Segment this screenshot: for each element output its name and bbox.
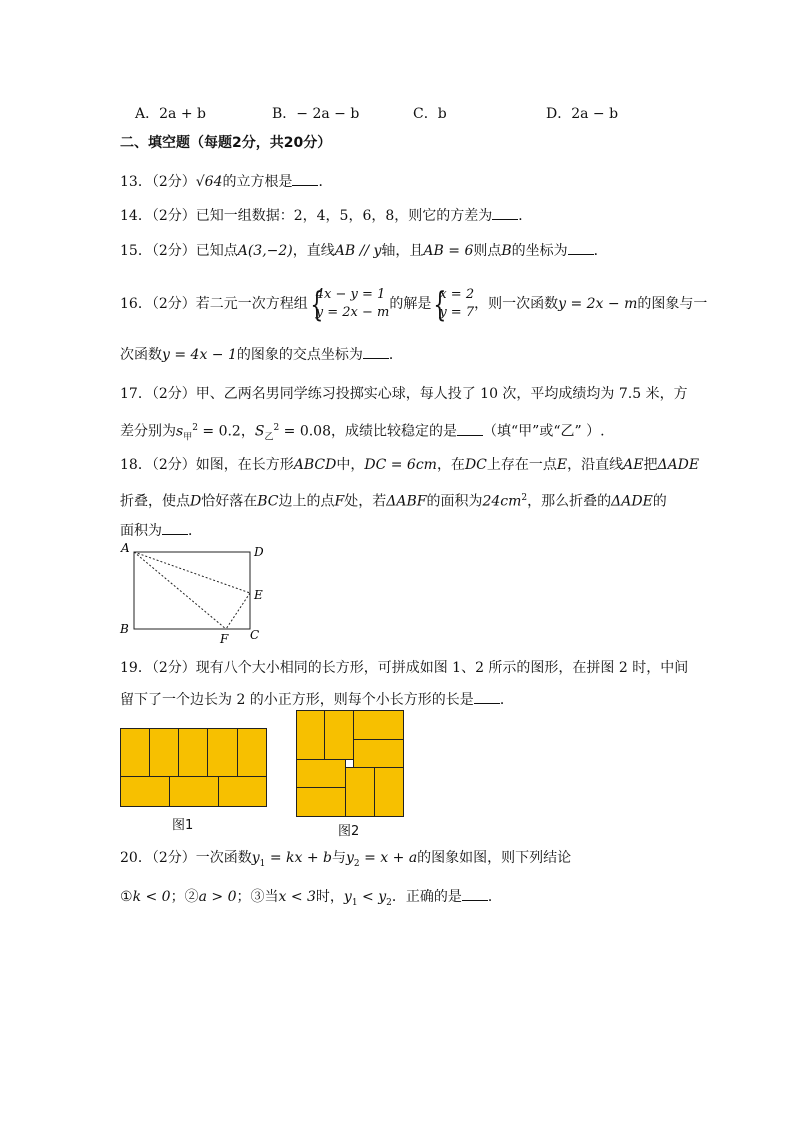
answer-blank (462, 888, 488, 901)
solution-system: { x = 2 y = 7 (431, 286, 474, 322)
label-f: F (220, 632, 229, 646)
option-d: D．2a − b (546, 106, 619, 122)
figure-1 (120, 728, 267, 807)
question-18-line2: 折叠，使点D恰好落在BC边上的点F处，若ΔABF的面积为$24cm^2$，那么折叠的ΔADE的 (120, 493, 667, 510)
small-rectangle (296, 787, 346, 817)
small-rectangle (345, 767, 375, 817)
question-16-line2: 次函数y = 4x − 1的图象的交点坐标为 ． (120, 347, 403, 363)
small-rectangle (353, 739, 404, 768)
question-20-line1: 20．（2分）一次函数$y_1$ = kx + b与$y_2 = x + a$的图象如图，则下列结论 (120, 850, 572, 869)
figure-1-caption: 图1 (172, 818, 194, 833)
small-rectangle (237, 728, 267, 777)
label-e: E (254, 588, 263, 602)
small-rectangle (120, 776, 170, 807)
figure-2 (296, 710, 404, 817)
option-b: B．− 2a − b (272, 106, 360, 122)
segment-af (134, 552, 226, 629)
answer-blank (292, 173, 318, 186)
small-rectangle (218, 776, 267, 807)
answer-blank (474, 691, 500, 704)
small-rectangle (296, 759, 346, 788)
answer-blank (363, 346, 389, 359)
answer-blank (492, 207, 518, 220)
small-rectangle (324, 710, 354, 760)
question-18-line3: 面积为 ． (120, 523, 202, 539)
rectangle-abcd (134, 552, 250, 629)
question-15: 15．（2分）已知点A(3,−2)，直线AB // y轴，且AB = 6则点B的坐标为 ． (120, 243, 608, 259)
equation-system: { 4x − y = 1 y = 2x − m (308, 286, 390, 322)
answer-blank (457, 423, 483, 436)
small-rectangle (374, 767, 404, 817)
question-20-line2: ①k < 0；②a > 0；③当x < 3时，$y_1 < y_2$．正确的是 ． (120, 889, 502, 908)
small-rectangle (353, 710, 404, 740)
center-square-gap (346, 760, 353, 767)
small-rectangle (207, 728, 238, 777)
figure-2-caption: 图2 (338, 824, 360, 839)
label-b: B (120, 622, 129, 636)
fold-line-ae (134, 552, 250, 593)
small-rectangle (149, 728, 179, 777)
question-17-line2: 差分别为$s_甲^2 = 0.2$，$S_乙^2 = 0.08$，成绩比较稳定的是 （填“甲”或“乙” ）. (120, 423, 605, 443)
answer-blank (162, 522, 188, 535)
question-14: 14．（2分）已知一组数据：2，4，5，6，8，则它的方差为 ． (120, 208, 533, 224)
label-c: C (250, 628, 260, 642)
small-rectangle (178, 728, 208, 777)
small-rectangle (296, 710, 325, 760)
section-title: 二、填空题（每题2分，共20分） (120, 135, 332, 151)
small-rectangle (169, 776, 219, 807)
label-a: A (121, 541, 130, 555)
question-19-line1: 19．（2分）现有八个大小相同的长方形，可拼成如图 1、2 所示的图形，在拼图 2 时，中间 (120, 660, 689, 676)
label-d: D (254, 545, 264, 559)
segment-ef (226, 593, 250, 629)
option-a: A．2a + b (135, 106, 206, 122)
question-18-line1: 18．（2分）如图，在长方形ABCD中，DC = 6cm，在DC上存在一点E，沿直线AE把ΔADE (120, 457, 700, 473)
answer-blank (568, 242, 594, 255)
rectangle-fold-figure (116, 540, 276, 646)
question-19-line2: 留下了一个边长为 2 的小正方形，则每个小长方形的长是 ． (120, 692, 514, 708)
small-rectangle (120, 728, 150, 777)
option-c: C．b (413, 106, 447, 122)
question-13: 13．（2分）√64的立方根是 ． (120, 174, 333, 190)
question-17-line1: 17．（2分）甲、乙两名男同学练习投掷实心球，每人投了 10 次，平均成绩均为 7.5 米，方 (120, 386, 688, 402)
question-16: 16．（2分）若二元一次方程组 { 4x − y = 1 y = 2x − m 的解是 { x = 2 y = 7 ，则一次函数y = 2x − m的图象与一 (120, 286, 707, 322)
